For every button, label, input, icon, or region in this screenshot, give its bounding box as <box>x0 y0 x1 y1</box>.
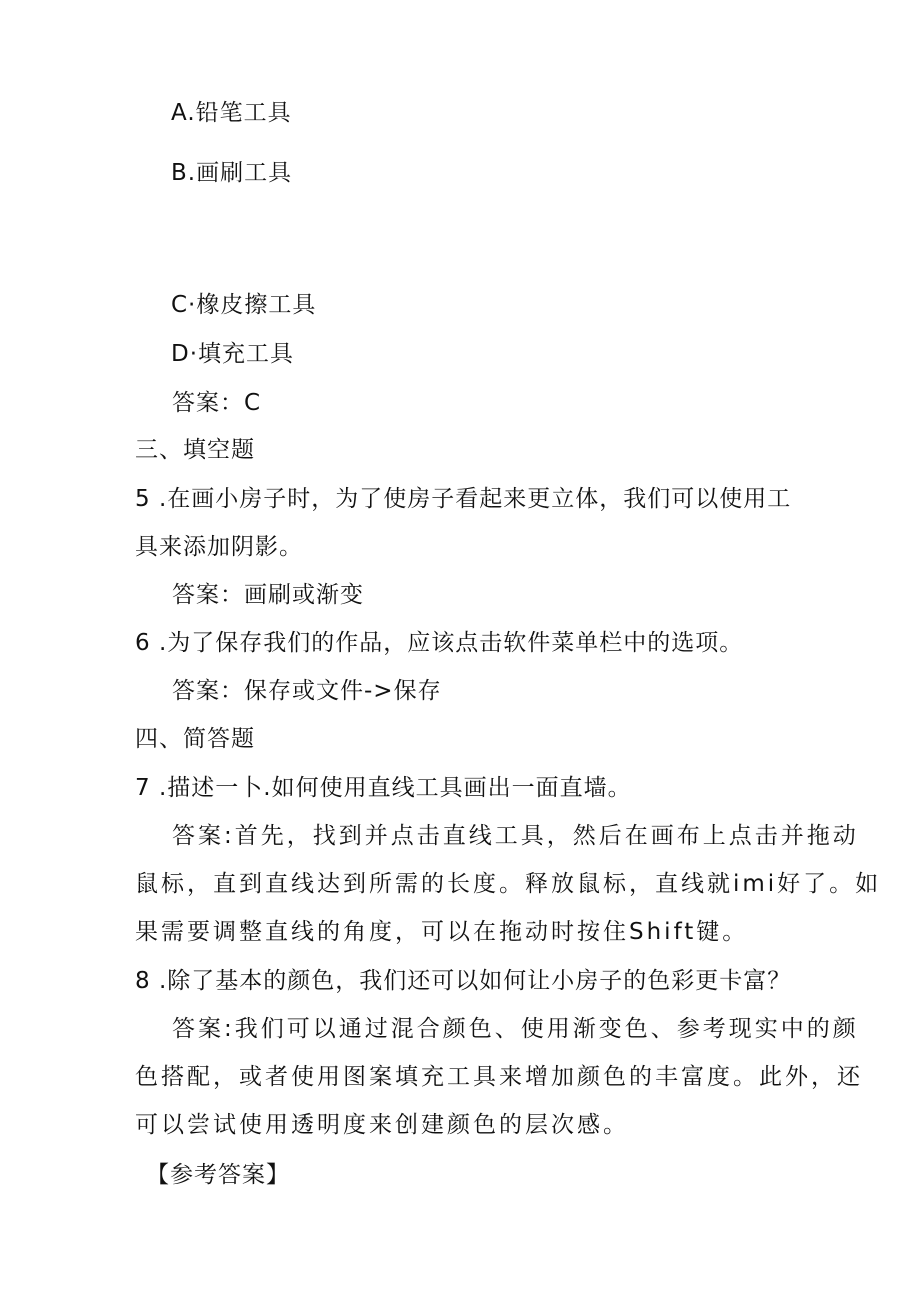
answer-7-line-2: 鼠标，直到直线达到所需的长度。释放鼠标，直线就imi好了。如 <box>135 871 882 897</box>
question-8: 8 .除了基本的颜色，我们还可以如何让小房子的色彩更卡富？ <box>135 968 792 994</box>
question-5-line-2: 具来添加阴影。 <box>135 534 303 560</box>
option-d: D·填充工具 <box>171 341 295 367</box>
option-a: A.铅笔工具 <box>171 100 292 126</box>
reference-answer-heading: 【参考答案】 <box>146 1162 290 1188</box>
answer-7-line-1: 答案:首先，找到并点击直线工具，然后在画布上点击并拖动 <box>172 823 859 849</box>
section-heading-short-answer: 四、简答题 <box>135 726 255 752</box>
option-b: B.画刷工具 <box>171 160 293 186</box>
section-heading-fill-blank: 三、填空题 <box>135 437 255 463</box>
answer-8-line-2: 色搭配，或者使用图案填充工具来增加颜色的丰富度。此外，还 <box>135 1064 863 1090</box>
answer-mc: 答案：C <box>172 390 262 416</box>
answer-8-line-1: 答案:我们可以通过混合颜色、使用渐变色、参考现实中的颜 <box>172 1016 859 1042</box>
answer-8-line-3: 可以尝试使用透明度来创建颜色的层次感。 <box>135 1112 629 1138</box>
option-c: C·橡皮擦工具 <box>171 292 317 318</box>
answer-5: 答案：画刷或渐变 <box>172 582 364 608</box>
question-5-line-1: 5 .在画小房子时，为了使房子看起来更立体，我们可以使用工 <box>135 486 792 512</box>
question-7: 7 .描述一卜.如何使用直线工具画出一面直墙。 <box>135 775 632 801</box>
question-6: 6 .为了保存我们的作品，应该点击软件菜单栏中的选项。 <box>135 630 744 656</box>
answer-7-line-3: 果需要调整直线的角度，可以在拖动时按住Shift键。 <box>135 919 749 945</box>
answer-6: 答案：保存或文件->保存 <box>172 678 442 704</box>
